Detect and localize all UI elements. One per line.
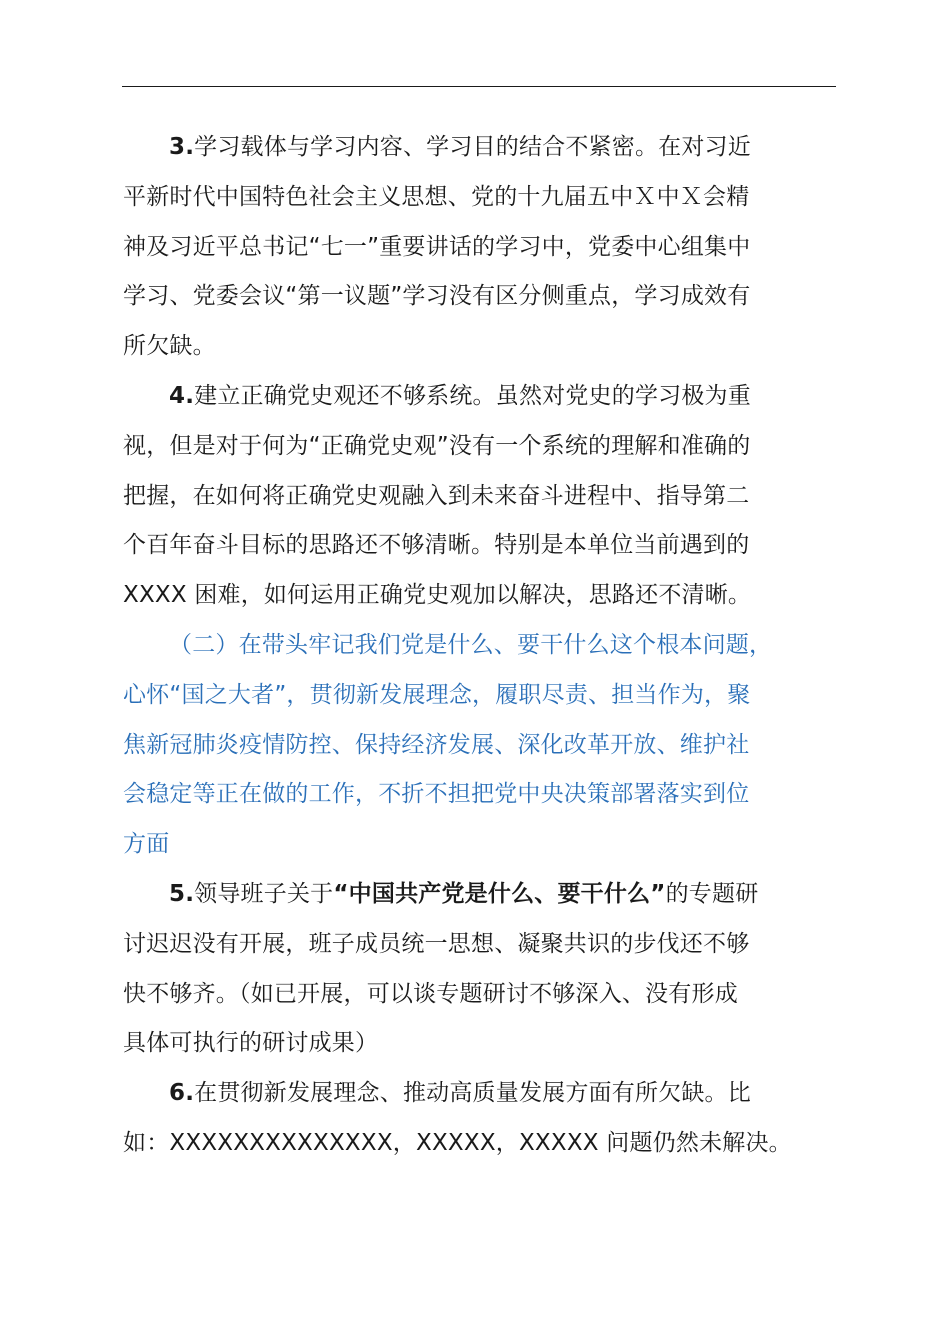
document-body <box>123 123 837 1169</box>
section-heading <box>123 621 837 870</box>
heading-line: 会稳定等正在做的工作，不折不担把党中央决策部署落实到位 <box>123 781 750 808</box>
paragraph-item-3 <box>123 123 837 372</box>
emphasized-text: “中国共产党是什么、要干什么” <box>333 880 666 907</box>
paragraph-text: 的专题研 <box>665 880 759 907</box>
paragraph-line: 所欠缺。 <box>123 333 216 360</box>
paragraph-line: 学习载体与学习内容、学习目的结合不紧密。在对习近 <box>194 134 751 160</box>
heading-line: 焦新冠肺炎疫情防控、保持经济发展、深化改革开放、维护社 <box>123 731 750 758</box>
paragraph-line: 如：XXXXXXXXXXXXXX，XXXXX，XXXXX 问题仍然未解决。 <box>123 1129 792 1156</box>
paragraph-line: 学习、党委会议“第一议题”学习没有区分侧重点，学习成效有 <box>123 283 751 310</box>
paragraph-line: 视，但是对于何为“正确党史观”没有一个系统的理解和准确的 <box>123 432 751 459</box>
paragraph-line: 快不够齐。（如已开展，可以谈专题研讨不够深入、没有形成 <box>123 980 738 1007</box>
item-number: 6. <box>169 1080 195 1107</box>
heading-line: 心怀“国之大者”，贯彻新发展理念，履职尽责、担当作为，聚 <box>123 681 751 708</box>
item-number: 5. <box>169 880 195 907</box>
paragraph-item-4 <box>123 372 837 621</box>
item-number: 3. <box>169 134 195 160</box>
paragraph-item-5 <box>123 870 837 1069</box>
paragraph-line: 平新时代中国特色社会主义思想、党的十九届五中Ｘ中Ｘ会精 <box>123 183 750 210</box>
paragraph-line: XXXX 困难，如何运用正确党史观加以解决，思路还不清晰。 <box>123 582 752 609</box>
paragraph-line: 把握，在如何将正确党史观融入到未来奋斗进程中、指导第二 <box>123 482 750 509</box>
paragraph-item-6 <box>123 1069 837 1169</box>
paragraph-line: 讨迟迟没有开展，班子成员统一思想、凝聚共识的步伐还不够 <box>123 930 750 957</box>
paragraph-line: 建立正确党史观还不够系统。虽然对党史的学习极为重 <box>194 382 751 409</box>
item-number: 4. <box>169 382 195 409</box>
paragraph-line: 具体可执行的研讨成果） <box>123 1030 379 1057</box>
paragraph-line: 个百年奋斗目标的思路还不够清晰。特别是本单位当前遇到的 <box>123 532 750 559</box>
heading-line: 方面 <box>123 831 170 858</box>
paragraph-text: 领导班子关于 <box>194 880 334 907</box>
paragraph-line: 在贯彻新发展理念、推动高质量发展方面有所欠缺。比 <box>194 1080 751 1107</box>
paragraph-line: 神及习近平总书记“七一”重要讲话的学习中，党委中心组集中 <box>123 233 751 260</box>
heading-line: （二）在带头牢记我们党是什么、要干什么这个根本问题， <box>169 631 773 658</box>
header-rule <box>122 86 836 87</box>
